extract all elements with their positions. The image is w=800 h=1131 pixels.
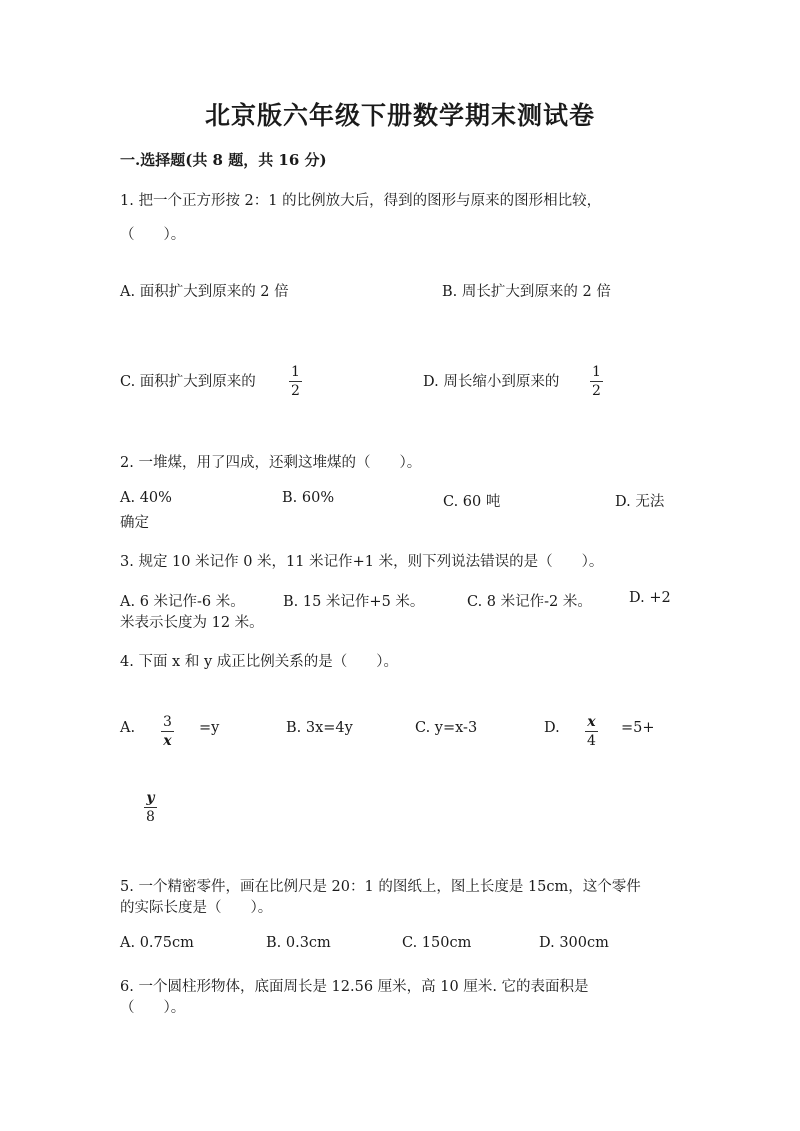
q4-option-d-second-fraction xyxy=(144,790,157,825)
fraction-numerator: 1 xyxy=(592,364,601,380)
q5-option-b: B. 0.3cm xyxy=(266,935,331,951)
q1-stem-line1: 1. 把一个正方形按 2：1 的比例放大后，得到的图形与原来的图形相比较， xyxy=(120,193,602,209)
q4-option-d-fraction xyxy=(585,714,598,749)
q2-option-d: D. 无法 xyxy=(615,494,665,510)
fraction-denominator: 8 xyxy=(146,809,155,825)
q3-option-d-continued: 米表示长度为 12 米。 xyxy=(120,615,264,631)
fraction-bar xyxy=(144,807,157,808)
q6-stem-line1: 6. 一个圆柱形物体，底面周长是 12.56 厘米，高 10 厘米. 它的表面积是 xyxy=(120,979,589,995)
fraction-bar xyxy=(161,731,174,732)
q5-stem-line2: 的实际长度是（ ）。 xyxy=(120,900,273,916)
fraction-numerator: y xyxy=(146,790,155,806)
section-heading: 一.选择题(共 8 题，共 16 分) xyxy=(120,151,327,169)
q6-stem-line2: （ ）。 xyxy=(120,1000,186,1016)
q3-option-b: B. 15 米记作+5 米。 xyxy=(283,594,425,610)
q1-option-d-fraction xyxy=(590,364,603,399)
page-title: 北京版六年级下册数学期末测试卷 xyxy=(204,101,595,130)
q4-option-a-label: A. xyxy=(120,720,136,736)
q3-stem: 3. 规定 10 米记作 0 米，11 米记作+1 米，则下列说法错误的是（ ）。 xyxy=(120,554,604,570)
q3-option-c: C. 8 米记作-2 米。 xyxy=(467,594,592,610)
q1-option-a: A. 面积扩大到原来的 2 倍 xyxy=(120,284,289,300)
fraction-denominator: 2 xyxy=(592,383,601,399)
q4-option-c: C. y=x-3 xyxy=(415,720,478,736)
fraction-bar xyxy=(585,731,598,732)
q1-option-c: C. 面积扩大到原来的 xyxy=(120,374,256,390)
q4-option-a-tail: =y xyxy=(199,720,220,736)
q5-option-d: D. 300cm xyxy=(539,935,609,951)
q2-option-d-continued: 确定 xyxy=(120,515,149,531)
q2-stem: 2. 一堆煤，用了四成，还剩这堆煤的（ ）。 xyxy=(120,455,422,471)
q2-option-a: A. 40% xyxy=(120,490,172,506)
fraction-numerator: 1 xyxy=(291,364,300,380)
q2-option-b: B. 60% xyxy=(282,490,335,506)
fraction-bar xyxy=(590,381,603,382)
q3-option-a: A. 6 米记作-6 米。 xyxy=(120,594,245,610)
q5-option-a: A. 0.75cm xyxy=(120,935,194,951)
q1-stem-line2: （ ）。 xyxy=(120,227,186,243)
q5-stem-line1: 5. 一个精密零件，画在比例尺是 20：1 的图纸上，图上长度是 15cm，这个零件 xyxy=(120,879,641,895)
q4-option-a-fraction xyxy=(161,714,174,749)
q5-option-c: C. 150cm xyxy=(402,935,472,951)
fraction-bar xyxy=(289,381,302,382)
q4-stem: 4. 下面 x 和 y 成正比例关系的是（ ）。 xyxy=(120,654,398,670)
q4-option-b: B. 3x=4y xyxy=(286,720,353,736)
q1-option-d: D. 周长缩小到原来的 xyxy=(423,374,560,390)
q1-option-b: B. 周长扩大到原来的 2 倍 xyxy=(442,284,611,300)
q4-option-d-label: D. xyxy=(544,720,560,736)
q4-option-d-tail: =5+ xyxy=(621,720,655,736)
q2-option-c: C. 60 吨 xyxy=(443,494,501,510)
fraction-numerator: 3 xyxy=(163,714,172,730)
q1-option-c-fraction xyxy=(289,364,302,399)
fraction-denominator: 2 xyxy=(291,383,300,399)
q3-option-d: D. +2 xyxy=(629,590,671,606)
fraction-denominator: 4 xyxy=(587,733,596,749)
fraction-denominator: x xyxy=(163,733,172,749)
fraction-numerator: x xyxy=(587,714,596,730)
